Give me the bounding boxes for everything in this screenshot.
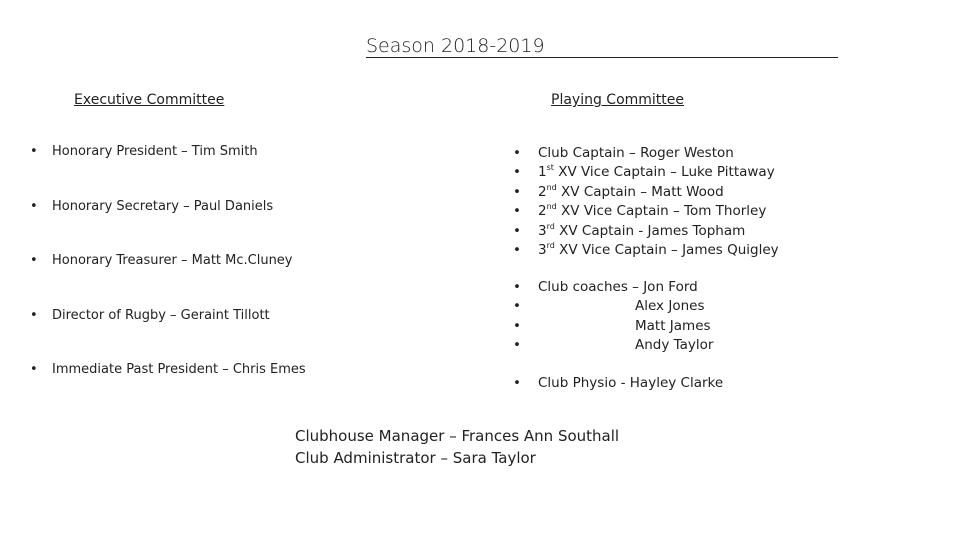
list-item: • Honorary Treasurer – Matt Mc.Cluney: [30, 253, 293, 268]
physio-list: [513, 374, 723, 393]
list-item: • Director of Rugby – Geraint Tillott: [30, 308, 270, 323]
bullet-icon: •: [513, 222, 521, 239]
bullet-icon: •: [513, 183, 521, 200]
bullet-icon: •: [513, 145, 521, 161]
bullet-icon: •: [513, 298, 521, 315]
list-item: • Honorary President – Tim Smith: [30, 144, 258, 159]
list-item: • 2nd XV Captain – Matt Wood: [513, 183, 779, 202]
bullet-icon: •: [513, 337, 521, 354]
list-item: • 3rd XV Vice Captain – James Quigley: [513, 241, 779, 260]
list-item: • 3rd XV Captain - James Topham: [513, 222, 779, 241]
bullet-icon: •: [30, 253, 38, 268]
list-item: • Alex Jones: [513, 297, 713, 316]
executive-committee-heading: Executive Committee: [74, 92, 225, 108]
page-title: Season 2018-2019: [366, 35, 838, 58]
list-item: • Club Captain – Roger Weston: [513, 144, 779, 163]
list-item: • Matt James: [513, 317, 713, 336]
list-item: • Club coaches – Jon Ford: [513, 278, 713, 297]
coaches-list: [513, 278, 713, 356]
playing-committee-heading: Playing Committee: [551, 92, 685, 108]
bullet-icon: •: [513, 241, 521, 258]
bullet-icon: •: [513, 375, 521, 391]
club-administrator: Club Administrator – Sara Taylor: [295, 449, 536, 467]
captains-list: [513, 144, 779, 260]
bullet-icon: •: [513, 203, 521, 220]
bullet-icon: •: [30, 362, 38, 377]
bullet-icon: •: [30, 199, 38, 214]
list-item: • 1st XV Vice Captain – Luke Pittaway: [513, 163, 779, 182]
bullet-icon: •: [513, 279, 521, 295]
list-item: • Honorary Secretary – Paul Daniels: [30, 199, 274, 214]
bullet-icon: •: [513, 317, 521, 334]
list-item: • 2nd XV Vice Captain – Tom Thorley: [513, 202, 779, 221]
list-item: • Immediate Past President – Chris Emes: [30, 362, 306, 377]
bullet-icon: •: [30, 308, 38, 323]
list-item: • Club Physio - Hayley Clarke: [513, 374, 723, 393]
list-item: • Andy Taylor: [513, 336, 713, 355]
clubhouse-manager: Clubhouse Manager – Frances Ann Southall: [295, 427, 620, 445]
bullet-icon: •: [513, 164, 521, 181]
bullet-icon: •: [30, 144, 38, 159]
